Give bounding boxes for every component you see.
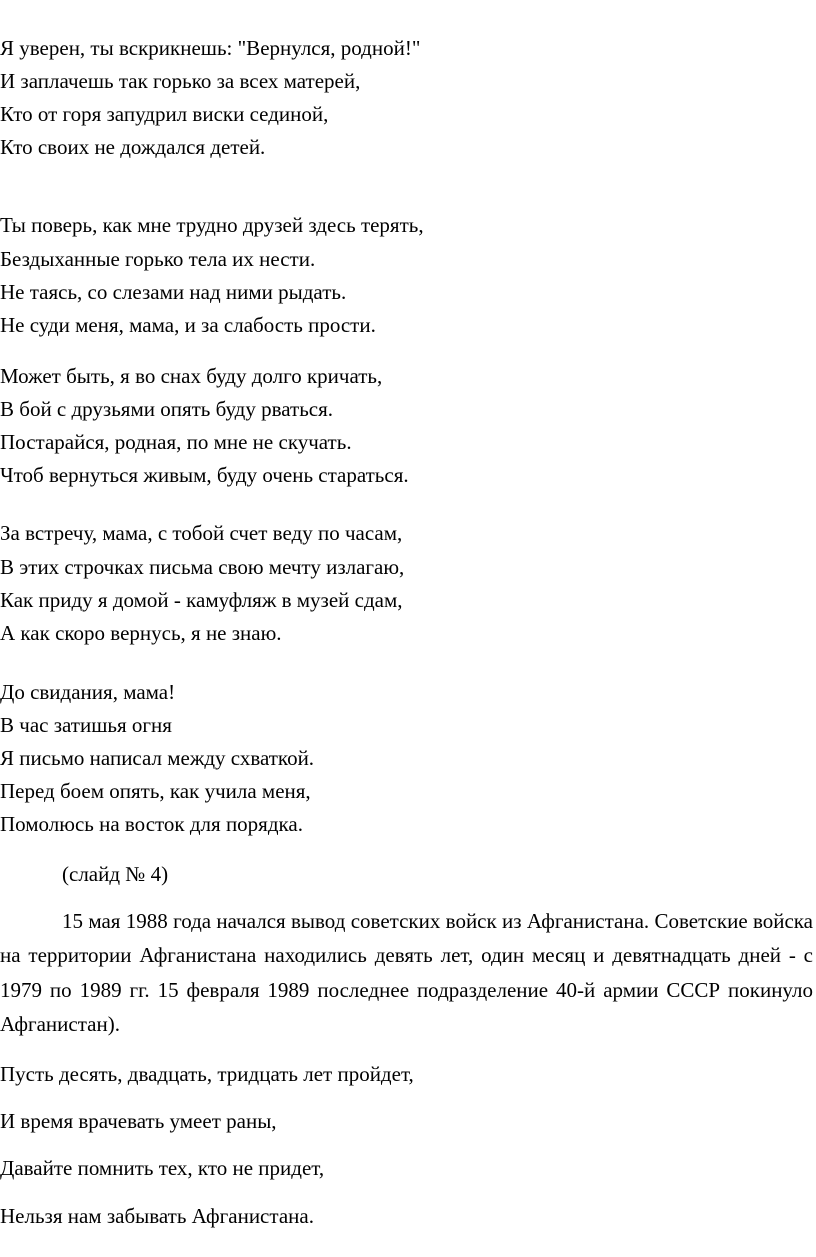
history-paragraph: 15 мая 1988 года начался вывод советских войск из Афганистана. Советские войска на территории Афганистана находились девять лет, один месяц и девятнадцать дней - с 1979 по 1989 гг. 15 февраля 1989 последнее подразделение 40-й армии СССР покинуло Афганистан). xyxy=(0,909,813,1036)
poem-line: В этих строчках письма свою мечту излагаю, xyxy=(0,555,405,579)
poem-line: Кто от горя запудрил виски сединой, xyxy=(0,102,329,126)
poem-line: А как скоро вернусь, я не знаю. xyxy=(0,621,282,645)
poem-line: Не суди меня, мама, и за слабость прости. xyxy=(0,313,376,337)
poem-line: Перед боем опять, как учила меня, xyxy=(0,779,311,803)
poem-line: И заплачешь так горько за всех матерей, xyxy=(0,69,361,93)
closing-line: Нельзя нам забывать Афганистана. xyxy=(0,1204,314,1228)
poem-line: За встречу, мама, с тобой счет веду по часам, xyxy=(0,521,403,545)
poem-line: Как приду я домой - камуфляж в музей сдам, xyxy=(0,588,403,612)
poem-line: Не таясь, со слезами над ними рыдать. xyxy=(0,280,347,304)
closing-line: Давайте помнить тех, кто не придет, xyxy=(0,1156,325,1180)
poem-line: Я уверен, ты вскрикнешь: "Вернулся, родной!" xyxy=(0,36,421,60)
poem-line: Я письмо написал между схваткой. xyxy=(0,746,315,770)
poem-line: В бой с друзьями опять буду рваться. xyxy=(0,397,334,421)
poem-line: Помолюсь на восток для порядка. xyxy=(0,812,303,836)
closing-line: И время врачевать умеет раны, xyxy=(0,1109,277,1133)
poem-line: Постарайся, родная, по мне не скучать. xyxy=(0,430,352,454)
poem-line: Может быть, я во снах буду долго кричать, xyxy=(0,364,383,388)
poem-line: До свидания, мама! xyxy=(0,680,176,704)
closing-line: Пусть десять, двадцать, тридцать лет пройдет, xyxy=(0,1062,414,1086)
poem-line: Чтоб вернуться живым, буду очень стараться. xyxy=(0,463,409,487)
poem-line: Бездыханные горько тела их нести. xyxy=(0,247,316,271)
slide-note: (слайд № 4) xyxy=(62,862,169,886)
poem-line: В час затишья огня xyxy=(0,713,172,737)
poem-line: Кто своих не дождался детей. xyxy=(0,135,266,159)
poem-line: Ты поверь, как мне трудно друзей здесь терять, xyxy=(0,213,424,237)
